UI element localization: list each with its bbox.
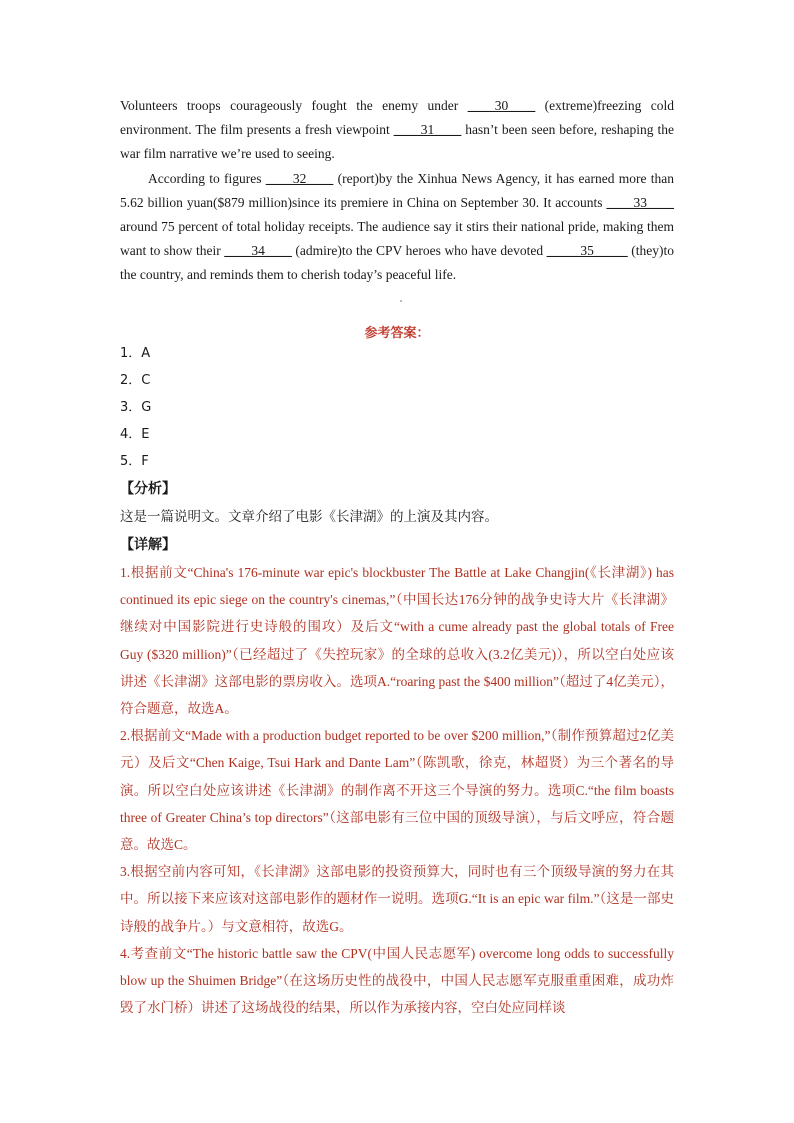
blank-34: ____34____ <box>224 243 292 259</box>
answer-item: 3．G <box>120 400 152 415</box>
analysis-text: 这是一篇说明文。文章介绍了电影《长津湖》的上演及其内容。 <box>120 509 498 525</box>
separator-dot <box>400 300 402 302</box>
passage-text: (admire)to the CPV heroes who have devoted <box>291 243 547 259</box>
answer-section <box>120 340 680 1021</box>
blank-35: _____35_____ <box>546 243 628 259</box>
passage-paragraph-2 <box>120 167 674 288</box>
passage-paragraph-1 <box>120 94 674 167</box>
passage-text: Volunteers troops courageously fought the enemy under <box>120 98 468 113</box>
passage-text: (they)to the country, and reminds them to cherish today’s peaceful life. <box>120 243 674 283</box>
answer-item: 2．C <box>120 373 151 388</box>
passage-text: around 75 percent of total holiday receipts. The audience say it stirs their national pride, making them want to show their <box>120 219 674 259</box>
details-label: 【详解】 <box>120 537 176 553</box>
blank-30: ____30____ <box>467 98 536 113</box>
answer-item: 1．A <box>120 346 151 361</box>
detail-2: 2.根据前文“Made with a production budget reported to be over $200 million,”（制作预算超过2亿美元）及后文“Chen Kaige, Tsui Hark and Dante Lam”（陈凯歌，徐克，林超贤）为三个著名的导演。所以空白处应该讲述《长津湖》的制作离不开这三个导演的努力。选项C.“the film boasts three of Greater China’s top directors”（这部电影有三位中国的顶级导演），与后文呼应，符合题意。故选C。 <box>120 728 674 853</box>
blank-33: ____33____ <box>606 194 674 210</box>
answer-item: 5．F <box>120 454 149 469</box>
passage-text: (report)by the Xinhua News Agency, it has earned more than 5.62 billion yuan($879 million)since its premiere in China on September 30. It accounts <box>120 170 675 210</box>
detail-1: 1.根据前文“China's 176-minute war epic's blockbuster The Battle at Lake Changjin(《长津湖》) has continued its epic siege on the country's cinemas,”（中国长达176分钟的战争史诗大片《长津湖》继续对中国影院进行史诗般的围攻）及后文“with a cume already past the global totals of Free Guy ($320 million)”（已经超过了《失控玩家》的全球的总收入(3.2亿美元)），所以空白处应该讲述《长津湖》这部电影的票房收入。选项A.“roaring past the $400 million”（超过了4亿美元），符合题意，故选A。 <box>120 565 674 717</box>
detail-3: 3.根据空前内容可知，《长津湖》这部电影的投资预算大，同时也有三个顶级导演的努力在其中。所以接下来应该对这部电影作的题材作一说明。选项G.“It is an epic war film.”（这是一部史诗般的战争片。）与文意相符，故选G。 <box>120 864 674 934</box>
passage-text: (extreme)freezing cold environment. The film presents a fresh viewpoint <box>120 98 674 138</box>
answer-key-title: 参考答案： <box>364 326 430 341</box>
detail-4: 4.考查前文“The historic battle saw the CPV(中国人民志愿军) overcome long odds to successfully blow up the Shuimen Bridge”（在这场历史性的战役中，中国人民志愿军克服重重困难，成功炸毁了水门桥）讲述了这场战役的结果，所以作为承接内容，空白处应同样谈 <box>120 945 674 1016</box>
passage <box>120 94 674 288</box>
analysis-label: 【分析】 <box>120 481 176 497</box>
passage-text: According to figures <box>148 170 266 186</box>
blank-31: ____31____ <box>393 122 462 138</box>
passage-text: hasn’t been seen before, reshaping the war film narrative we’re used to seeing. <box>120 122 674 162</box>
blank-32: ____32____ <box>265 170 334 186</box>
answer-item: 4．E <box>120 427 150 442</box>
